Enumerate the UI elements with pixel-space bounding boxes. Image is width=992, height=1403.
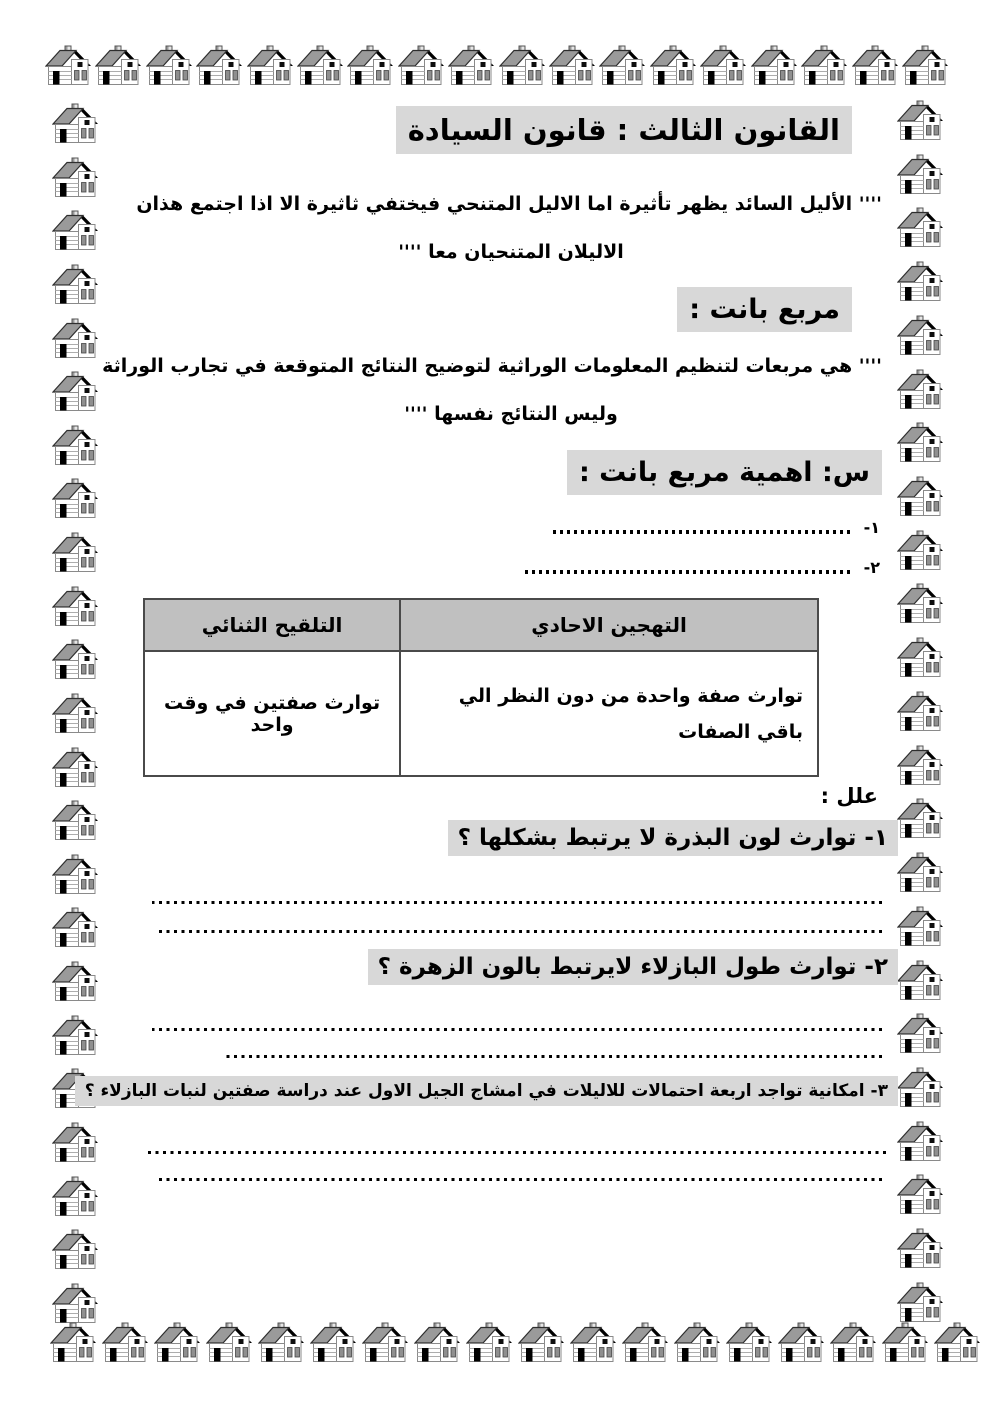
house-border-right <box>897 100 945 1322</box>
house-icon <box>52 371 100 411</box>
house-icon <box>52 1015 100 1055</box>
house-icon <box>897 530 945 570</box>
house-icon <box>897 1174 945 1214</box>
answer-line <box>152 1028 882 1031</box>
house-icon <box>52 425 100 465</box>
house-icon <box>897 798 945 838</box>
house-icon <box>897 1121 945 1161</box>
house-icon <box>52 1229 100 1269</box>
house-icon <box>52 1176 100 1216</box>
section-title-dominance-law: القانون الثالث : قانون السيادة <box>396 106 852 154</box>
table-header-row <box>144 599 818 651</box>
house-icon <box>897 691 945 731</box>
explain-question-3: ٣- امكانية تواجد اربعة احتمالات للاليلات في امشاج الجيل الاول عند دراسة صفتين لنبات البازلاء ؟ <box>75 1076 898 1106</box>
importance-item-1-number: ١- <box>863 518 880 537</box>
punnett-definition-line1: '''' هي مربعات لتنظيم المعلومات الوراثية لتوضيح النتائج المتوقعة في تجارب الوراثة <box>102 355 882 377</box>
house-icon <box>897 583 945 623</box>
house-icon <box>897 100 945 140</box>
house-icon <box>897 1013 945 1053</box>
house-icon <box>902 45 950 85</box>
explain-label: علل : <box>820 784 878 808</box>
house-border-left <box>52 103 100 1323</box>
house-icon <box>897 852 945 892</box>
house-icon <box>52 907 100 947</box>
house-icon <box>882 1322 930 1362</box>
answer-line <box>524 570 850 574</box>
house-icon <box>52 157 100 197</box>
house-icon <box>95 45 143 85</box>
house-icon <box>934 1322 982 1362</box>
house-icon <box>897 369 945 409</box>
dominance-definition-line2: الاليلان المتنحيان معا '''' <box>398 241 624 263</box>
house-icon <box>45 45 93 85</box>
answer-line <box>224 1055 882 1058</box>
house-icon <box>897 637 945 677</box>
table-cell-monohybrid: توارث صفة واحدة من دون النظر الي باقي الصفات <box>400 651 818 776</box>
table-header-monohybrid: التهجين الاحادي <box>400 599 818 651</box>
house-icon <box>897 1282 945 1322</box>
explain-question-2: ٢- توارث طول البازلاء لايرتبط بالون الزهرة ؟ <box>368 949 898 985</box>
house-icon <box>897 745 945 785</box>
dominance-definition-line1: '''' الأليل السائد يظهر تأثيرة اما الاليل المتنحي فيختفي ثاثيرة الا اذا اجتمع هذان <box>136 193 882 215</box>
house-icon <box>52 103 100 143</box>
punnett-definition <box>102 342 882 438</box>
house-icon <box>897 1067 945 1107</box>
punnett-definition-line2: وليس النتائج نفسها '''' <box>404 403 618 425</box>
house-icon <box>52 478 100 518</box>
house-icon <box>52 318 100 358</box>
house-icon <box>50 1322 98 1362</box>
table-row <box>144 651 818 776</box>
table-cell-dihybrid: توارث صفتين في وقت واحد <box>144 651 400 776</box>
house-icon <box>52 747 100 787</box>
house-icon <box>897 476 945 516</box>
answer-line <box>152 901 882 904</box>
answer-line <box>158 930 882 933</box>
house-icon <box>897 261 945 301</box>
importance-item-2 <box>524 558 880 577</box>
house-icon <box>897 154 945 194</box>
house-icon <box>897 315 945 355</box>
section-heading-punnett-square: مربع بانت : <box>677 287 852 332</box>
importance-item-1 <box>550 518 880 537</box>
importance-item-2-number: ٢- <box>863 558 880 577</box>
question-heading-punnett-importance: س: اهمية مربع بانت : <box>567 450 882 495</box>
house-icon <box>52 693 100 733</box>
house-icon <box>52 800 100 840</box>
cross-comparison-table <box>143 598 819 777</box>
house-icon <box>897 207 945 247</box>
house-icon <box>897 960 945 1000</box>
answer-line <box>158 1178 882 1181</box>
answer-line <box>148 1151 886 1154</box>
house-icon <box>52 1122 100 1162</box>
dominance-definition <box>136 180 882 276</box>
explain-question-1: ١- توارث لون البذرة لا يرتبط بشكلها ؟ <box>448 820 898 856</box>
house-icon <box>897 1228 945 1268</box>
house-icon <box>52 532 100 572</box>
house-icon <box>52 961 100 1001</box>
house-icon <box>52 264 100 304</box>
house-icon <box>897 906 945 946</box>
table-header-dihybrid: التلقيح الثنائي <box>144 599 400 651</box>
worksheet-content <box>84 0 888 1403</box>
house-icon <box>52 1283 100 1323</box>
house-icon <box>52 854 100 894</box>
house-icon <box>52 210 100 250</box>
house-icon <box>52 586 100 626</box>
answer-line <box>550 530 850 534</box>
house-icon <box>52 639 100 679</box>
house-icon <box>897 422 945 462</box>
